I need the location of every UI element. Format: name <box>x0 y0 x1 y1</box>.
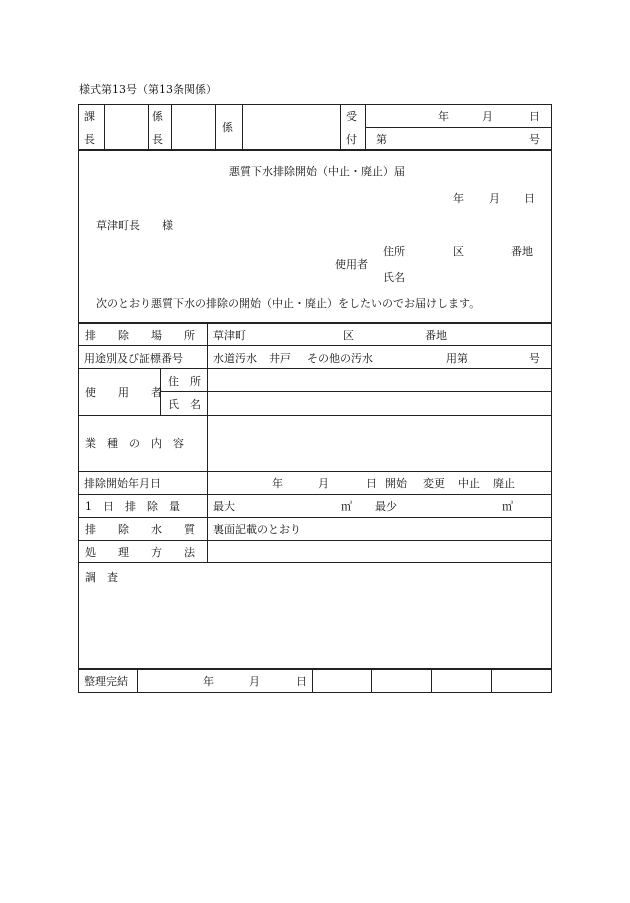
start-henkou[interactable]: 変更 <box>423 477 445 490</box>
completion-divider <box>371 669 372 693</box>
row-divider <box>78 540 552 541</box>
stamp-day: 日 <box>529 110 540 123</box>
usage-other: その他の汚水 <box>307 352 373 365</box>
row-divider <box>160 391 552 392</box>
completion-year: 年 <box>203 675 214 688</box>
business-label: 業 種 の 内 容 <box>85 437 184 450</box>
user-name-field[interactable] <box>209 393 549 414</box>
stamp-kacho-1: 課 <box>84 110 95 123</box>
stamp-uketsuke-2: 付 <box>346 133 357 146</box>
location-ward: 区 <box>343 329 354 342</box>
daily-m3-a: ㎥ <box>341 500 352 513</box>
completion-day: 日 <box>296 675 307 688</box>
row-divider <box>78 368 552 369</box>
stamp-month: 月 <box>482 110 493 123</box>
start-year: 年 <box>272 477 283 490</box>
label-column-divider <box>207 323 208 563</box>
start-label: 排除開始年月日 <box>84 477 161 490</box>
completion-divider <box>431 669 432 693</box>
stamp-kakaricho-2: 長 <box>152 133 163 146</box>
notice-statement: 次のとおり悪質下水の排除の開始（中止・廃止）をしたいのでお届けします。 <box>96 297 481 310</box>
treatment-label: 処 理 方 法 <box>85 546 195 559</box>
start-month: 月 <box>318 477 329 490</box>
stamp-divider <box>365 127 552 128</box>
stamp-divider <box>148 104 149 150</box>
quality-value: 裏面記載のとおり <box>213 523 301 536</box>
notice-bottom <box>78 322 552 324</box>
start-day: 日 <box>366 477 377 490</box>
daily-m3-b: ㎥ <box>502 500 513 513</box>
stamp-dai: 第 <box>376 133 387 146</box>
user-address-label: 住 所 <box>168 375 201 388</box>
survey-field[interactable] <box>80 586 550 666</box>
frame-bottom <box>78 692 552 693</box>
start-kaishi[interactable]: 開始 <box>385 477 407 490</box>
usage-go: 号 <box>529 352 540 365</box>
stamp-kakaricho-1: 係 <box>152 110 163 123</box>
frame-left <box>78 104 79 693</box>
user-address-field[interactable] <box>209 370 549 390</box>
daily-max: 最大 <box>213 500 235 513</box>
notice-address-label: 住所 <box>383 245 405 258</box>
notice-name-label: 氏名 <box>383 271 405 284</box>
stamp-kacho-2: 長 <box>84 133 95 146</box>
row-divider <box>78 471 552 472</box>
completion-divider <box>137 669 138 693</box>
user-label: 使 用 者 <box>85 386 162 399</box>
location-label: 排 除 場 所 <box>85 329 195 342</box>
notice-date-day: 日 <box>524 192 535 205</box>
daily-min: 最少 <box>375 500 397 513</box>
start-haishi[interactable]: 廃止 <box>493 477 515 490</box>
stamp-divider <box>340 104 341 150</box>
stamp-go: 号 <box>529 133 540 146</box>
stamp-divider <box>104 104 105 150</box>
row-divider <box>78 562 552 563</box>
notice-ward-label: 区 <box>453 245 464 258</box>
notice-addressee: 草津町長 様 <box>96 219 173 232</box>
completion-month: 月 <box>249 675 260 688</box>
quality-label: 排 除 水 質 <box>85 523 195 536</box>
stamp-box-bottom <box>78 149 552 151</box>
treatment-field[interactable] <box>209 542 549 561</box>
stamp-divider <box>215 104 216 150</box>
row-divider <box>78 415 552 416</box>
usage-water: 水道汚水 <box>213 352 257 365</box>
usage-use: 用第 <box>446 352 468 365</box>
notice-lot-label: 番地 <box>511 245 533 258</box>
stamp-uketsuke-1: 受 <box>346 110 357 123</box>
frame-right <box>551 104 552 693</box>
usage-well: 井戸 <box>269 352 291 365</box>
completion-divider <box>491 669 492 693</box>
notice-user-label: 使用者 <box>335 258 368 271</box>
daily-label: 1 日 排 除 量 <box>85 500 180 513</box>
completion-top <box>78 668 552 670</box>
notice-date-year: 年 <box>453 192 464 205</box>
user-name-label: 氏 名 <box>168 398 201 411</box>
notice-title: 悪質下水排除開始（中止・廃止）届 <box>229 165 405 178</box>
stamp-divider <box>171 104 172 150</box>
business-field[interactable] <box>209 417 549 470</box>
stamp-divider <box>242 104 243 150</box>
start-chushi[interactable]: 中止 <box>458 477 480 490</box>
location-town: 草津町 <box>213 329 246 342</box>
row-divider <box>78 517 552 518</box>
stamp-year: 年 <box>438 110 449 123</box>
location-lot: 番地 <box>425 329 447 342</box>
usage-label: 用途別及び証標番号 <box>84 352 183 365</box>
frame-top <box>78 104 552 105</box>
row-divider <box>78 494 552 495</box>
row-divider <box>78 345 552 346</box>
stamp-kakari: 係 <box>222 121 233 134</box>
form-number: 様式第13号（第13条関係） <box>79 83 217 96</box>
notice-date-month: 月 <box>489 192 500 205</box>
completion-label: 整理完結 <box>84 675 128 688</box>
completion-divider <box>312 669 313 693</box>
survey-label: 調 査 <box>85 571 118 584</box>
